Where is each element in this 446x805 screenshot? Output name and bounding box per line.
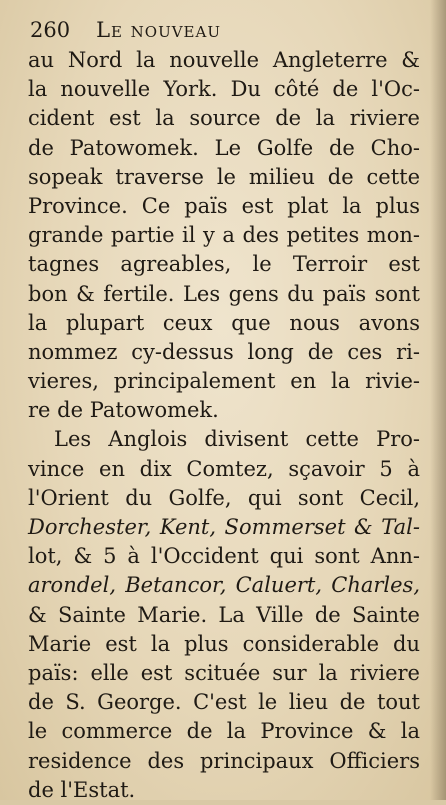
text-line: residence des principaux Officiers [28, 748, 420, 773]
text-line: païs: elle est scituée sur la riviere [28, 660, 420, 685]
text-line: Dorchester, Kent, Sommerset & Tal- [28, 515, 420, 539]
text-line: bon & fertile. Les gens du païs sont [28, 281, 420, 306]
text-line: la nouvelle York. Du côté de l'Oc- [28, 77, 420, 102]
text-line: arondel, Betancor, Caluert, Charles, [28, 573, 420, 598]
text-line: de l'Estat. [28, 777, 136, 802]
text-line: Province. Ce païs est plat la plus [28, 193, 420, 218]
text-line: sopeak traverse le milieu de cette [28, 164, 420, 189]
text-line: re de Patowomek. [28, 398, 219, 423]
text-line: nommez cy-dessus long de ces ri- [28, 339, 420, 364]
page-header [30, 14, 410, 46]
running-title: Le nouveau [96, 18, 221, 42]
text-line: la plupart ceux que nous avons [28, 310, 420, 335]
text-line: le commerce de la Province & la [28, 719, 420, 744]
text-line: vieres, principalement en la rivie- [28, 369, 420, 394]
text-line: tagnes agreables, le Terroir est [28, 252, 420, 277]
text-line: grande partie il y a des petites mon- [28, 223, 420, 248]
text-line: l'Orient du Golfe, qui sont Cecil, [28, 485, 420, 510]
page-number: 260 [30, 18, 71, 42]
text-line: vince en dix Comtez, sçavoir 5 à [28, 456, 420, 481]
text-line: cident est la source de la riviere [28, 106, 420, 131]
text-line: & Sainte Marie. La Ville de Sainte [28, 602, 420, 627]
text-line: au Nord la nouvelle Angleterre & [28, 48, 420, 72]
paragraph-start-line: Les Anglois divisent cette Pro- [54, 427, 420, 452]
page-gutter-shadow [430, 0, 446, 800]
body-text [28, 46, 420, 805]
text-line: Marie est la plus considerable du [28, 631, 420, 656]
text-line: lot, & 5 à l'Occident qui sont Ann- [28, 544, 420, 569]
text-line: de S. George. C'est le lieu de tout [28, 690, 420, 715]
text-line: de Patowomek. Le Golfe de Cho- [28, 135, 420, 160]
